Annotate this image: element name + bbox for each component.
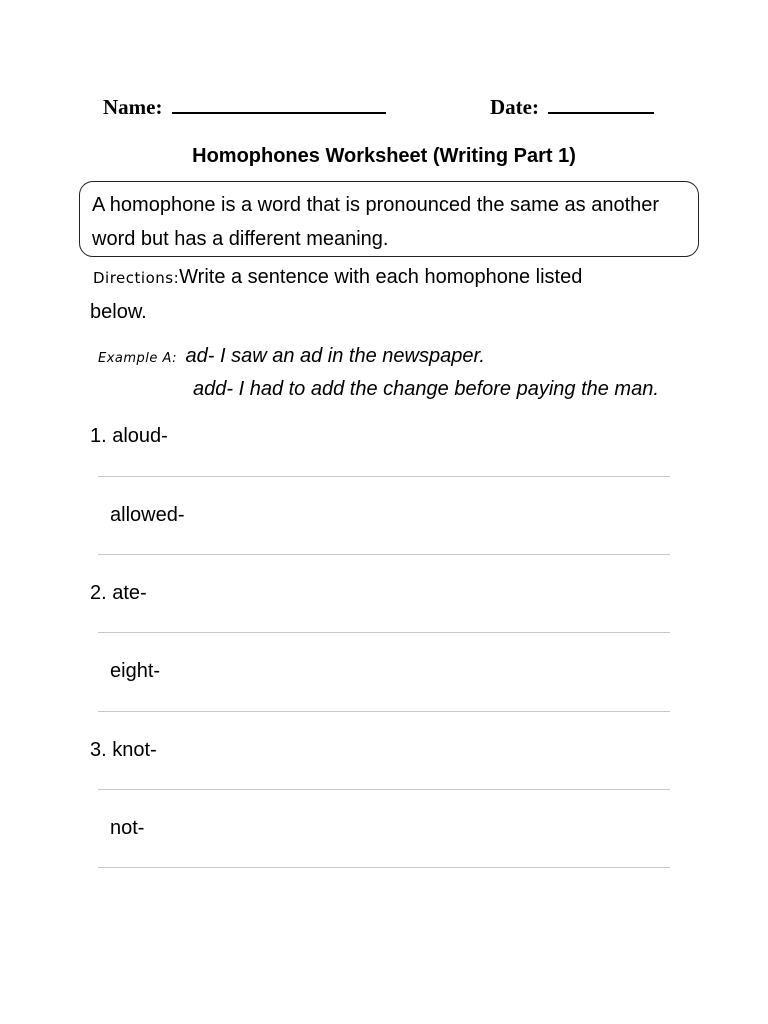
answer-line-ate[interactable] (98, 632, 670, 633)
answer-line-not[interactable] (98, 867, 670, 868)
directions-text-line-2: below. (90, 301, 147, 323)
name-label: Name: (103, 95, 163, 119)
example-line-1 (98, 345, 485, 368)
directions-text: Write a sentence with each homophone listed (179, 266, 583, 288)
item-allowed-label: allowed- (110, 504, 185, 526)
item-not-label: not- (110, 817, 145, 839)
example-sentence-2: add- I had to add the change before paying the man. (193, 378, 659, 400)
answer-line-eight[interactable] (98, 711, 670, 712)
name-field[interactable] (103, 92, 386, 120)
directions-label: Directions: (93, 269, 180, 287)
example-sentence-1: ad- I saw an ad in the newspaper. (185, 345, 485, 367)
definition-line-2: word but has a different meaning. (92, 228, 389, 250)
item-aloud-label: 1. aloud- (90, 425, 168, 447)
answer-line-knot[interactable] (98, 789, 670, 790)
item-knot-label: 3. knot- (90, 739, 157, 761)
answer-line-allowed[interactable] (98, 554, 670, 555)
date-blank[interactable] (548, 92, 654, 114)
item-ate-label: 2. ate- (90, 582, 147, 604)
directions-line-1 (93, 266, 582, 289)
definition-text (80, 182, 698, 256)
date-field[interactable] (490, 92, 654, 120)
date-label: Date: (490, 95, 539, 119)
page-title: Homophones Worksheet (Writing Part 1) (192, 145, 576, 167)
item-eight-label: eight- (110, 660, 161, 682)
answer-line-aloud[interactable] (98, 476, 670, 477)
definition-line-1: A homophone is a word that is pronounced the same as another (92, 194, 660, 216)
name-blank[interactable] (172, 92, 386, 114)
example-label: Example A: (98, 351, 178, 366)
definition-box (79, 181, 699, 257)
